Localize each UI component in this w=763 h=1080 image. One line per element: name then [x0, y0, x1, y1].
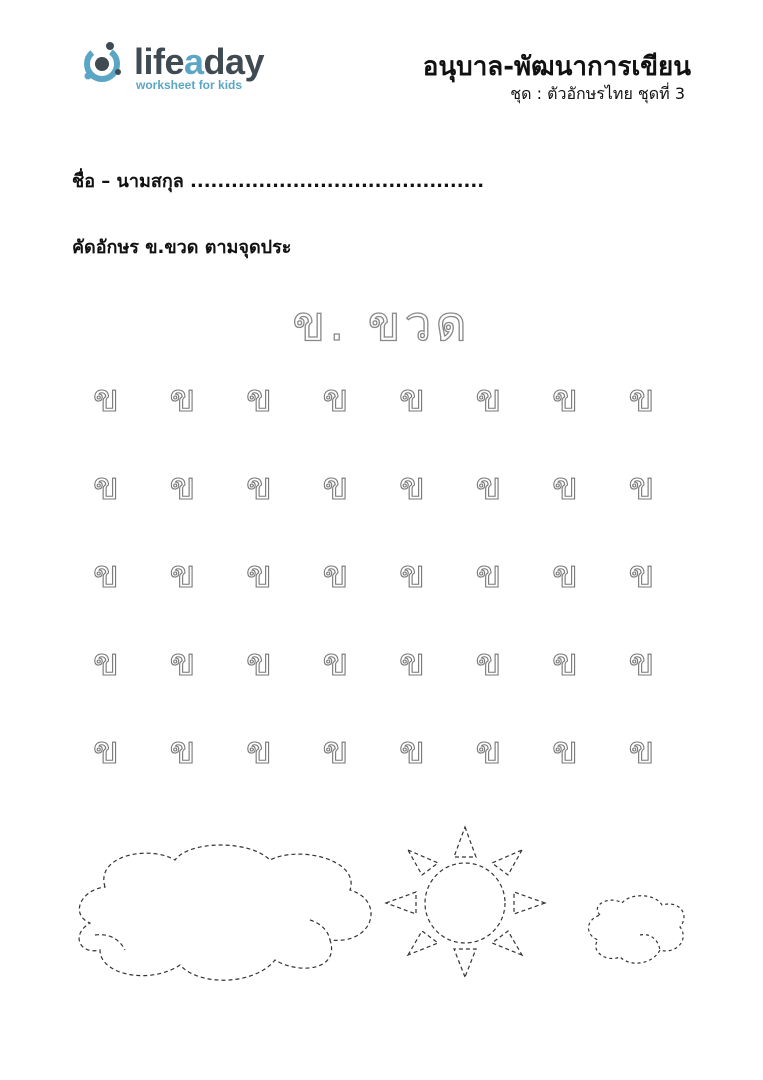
lifeaday-logo [80, 38, 280, 98]
trace-letter: ข [246, 640, 272, 684]
trace-letter: ข [552, 376, 578, 420]
name-field-line: ชื่อ – นามสกุล ........................................... [72, 171, 485, 192]
trace-letter: ข [475, 376, 502, 420]
trace-letter: ข [93, 640, 119, 684]
trace-letter: ข [552, 640, 578, 684]
trace-letter: ข [399, 464, 425, 508]
trace-letter: ข [322, 552, 349, 596]
logo-tagline: worksheet for kids [136, 78, 243, 92]
trace-letter: ข [475, 552, 502, 596]
trace-letter: ข [552, 464, 578, 508]
trace-letter: ข [322, 464, 349, 508]
trace-letter: ข [475, 640, 502, 684]
logo-wordmark: lifeaday [134, 41, 265, 82]
tracing-grid [72, 378, 702, 798]
trace-letter: ข [628, 640, 655, 684]
trace-letter: ข [628, 376, 655, 420]
trace-letter: ข [169, 728, 196, 772]
trace-letter: ข [628, 552, 655, 596]
trace-letter: ข [399, 552, 425, 596]
trace-letter: ข [475, 464, 502, 508]
trace-letter: ข [169, 464, 196, 508]
worksheet-subtitle: ชุด : ตัวอักษรไทย ชุดที่ 3 [510, 84, 685, 103]
trace-letter: ข [93, 376, 119, 420]
trace-letter: ข [399, 640, 425, 684]
trace-letter: ข [552, 552, 578, 596]
instruction-text: คัดอักษร ข.ขวด ตามจุดประ [72, 237, 292, 258]
trace-letter: ข [322, 640, 349, 684]
trace-letter: ข [322, 728, 349, 772]
trace-letter: ข [169, 640, 196, 684]
trace-letter: ข [93, 552, 119, 596]
trace-letter: ข [246, 728, 272, 772]
coloring-picture [0, 815, 763, 1000]
trace-letter: ข [246, 464, 272, 508]
example-word: ข. ขวด [292, 296, 471, 352]
worksheet-title: อนุบาล-พัฒนาการเขียน [422, 52, 691, 82]
trace-letter: ข [552, 728, 578, 772]
trace-letter: ข [399, 728, 425, 772]
trace-letter: ข [628, 728, 655, 772]
trace-letter: ข [246, 376, 272, 420]
trace-letter: ข [399, 376, 425, 420]
trace-letter: ข [246, 552, 272, 596]
sun-icon [386, 827, 545, 977]
trace-letter: ข [475, 728, 502, 772]
cloud-small-icon [588, 896, 683, 963]
trace-letter: ข [628, 464, 655, 508]
trace-letter: ข [169, 376, 196, 420]
trace-letter: ข [169, 552, 196, 596]
trace-letter: ข [93, 464, 119, 508]
trace-letter: ข [93, 728, 119, 772]
cloud-large-icon [79, 845, 371, 980]
logo-mark-icon [80, 38, 132, 90]
trace-letter: ข [322, 376, 349, 420]
